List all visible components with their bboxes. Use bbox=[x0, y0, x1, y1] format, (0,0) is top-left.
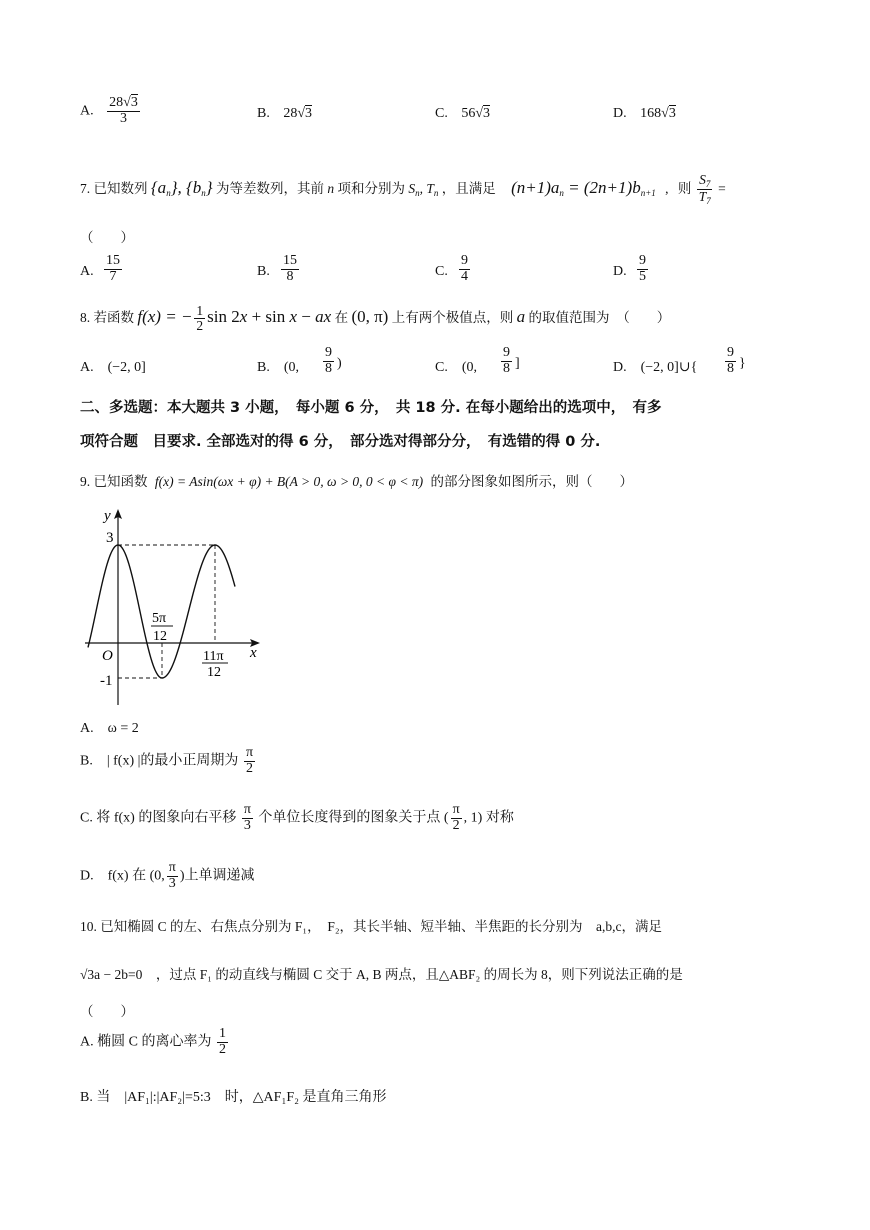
y-axis-label: y bbox=[104, 508, 111, 524]
q9-option-d[interactable]: D. f(x) 在 (0, $\frac{\pi}{3}$ )上单调递减 bbox=[80, 860, 255, 891]
x1-numerator: 5π bbox=[152, 611, 167, 626]
q7-option-d[interactable]: D. bbox=[613, 264, 627, 279]
q9-option-b[interactable]: B. | f(x) |的最小正周期为 $\frac{\pi}{2}$ bbox=[80, 745, 254, 776]
q7-option-a[interactable]: A. bbox=[80, 264, 94, 279]
q7-answer-paren: （ ） bbox=[80, 230, 134, 245]
q9-option-c[interactable]: C. 将 f(x) 的图象向右平移 $\frac{\pi}{3}$ 个单位长度得到的图象关于点 ( $\frac{\pi}{2}$ , 1) 对称 bbox=[80, 802, 514, 833]
x2-denominator: 12 bbox=[207, 665, 221, 680]
q10-option-a[interactable]: A. 椭圆 C 的离心率为 $\frac{1}{2}$ bbox=[80, 1026, 226, 1057]
q6-option-c[interactable]: C. 56√3 bbox=[435, 106, 491, 121]
q9-function-graph bbox=[80, 500, 280, 710]
section-heading-line1: 二、多选题：本大题共 3 小题， 每小题 6 分， 共 18 分. 在每小题给出的选项中， 有多 bbox=[80, 400, 662, 416]
q8-options-row: A. (−2, 0] B. (0, $\frac{9}{8}$ ) C. (0, $\frac{9}{8}$ ] D. (−2, 0]∪{ $\frac{9}{8}$ } bbox=[80, 345, 746, 376]
q7-options-row: A. $\frac{15}{7}$ B. $\frac{15}{8}$ C. $\frac{9}{4}$ D. $\frac{9}{5}$ bbox=[80, 253, 646, 284]
q6-option-d[interactable]: D. 168√3 bbox=[613, 106, 676, 121]
section-heading-line2: 项符合题 目要求. 全部选对的得 6 分， 部分选对得部分分， 有选错的得 0 分. bbox=[80, 434, 601, 450]
q8-option-c[interactable]: C. (0, bbox=[435, 360, 478, 375]
q9-option-a[interactable]: A. ω = 2 bbox=[80, 721, 139, 736]
option-label: A. bbox=[80, 103, 94, 119]
x1-denominator: 12 bbox=[153, 629, 167, 644]
q8-option-b[interactable]: B. (0, bbox=[257, 360, 300, 375]
y-max-label: 3 bbox=[106, 530, 114, 546]
q10-answer-paren: （ ） bbox=[80, 1004, 134, 1019]
q8-option-d[interactable]: D. (−2, 0]∪{ bbox=[613, 360, 698, 375]
q7-option-c[interactable]: C. bbox=[435, 264, 448, 279]
origin-label: O bbox=[102, 648, 113, 664]
fraction: $\frac{28√3}{3}$ bbox=[109, 95, 138, 126]
q8-stem: 8. 若函数 f(x) = − $\frac{1}{2}$ sin 2x + sin x − ax 在 (0, π) 上有两个极值点，则 a 的取值范围为 （ ） bbox=[80, 303, 671, 334]
x-axis-label: x bbox=[250, 645, 257, 661]
q8-option-a[interactable]: A. (−2, 0] bbox=[80, 360, 146, 375]
q7-stem: 7. 已知数列 $\{a_n\}$, $\{b_n\}$ 为等差数列，其前 n 项和分别为 $S_n$, $T_n$ ，且满足 $(n+1)a_n = (2n+1)b_{n+1}$ , 则 $\frac{S_7}{T_7}$ = bbox=[80, 172, 726, 207]
q6-option-b[interactable]: B. 28√3 bbox=[257, 106, 313, 121]
q10-stem-line1: 10. 已知椭圆 C 的左、右焦点分别为 F₁， F₂，其长半轴、短半轴、半焦距的长分别为 a,b,c，满足 bbox=[80, 919, 663, 934]
y-min-label: -1 bbox=[100, 673, 113, 689]
q6-option-a[interactable] bbox=[80, 96, 142, 126]
x2-numerator: 11π bbox=[203, 649, 224, 664]
q10-stem-line2: √3a − 2b=0 ，过点 F₁ 的动直线与椭圆 C 交于 A, B 两点，且△ABF₂ 的周长为 8，则下列说法正确的是 bbox=[80, 967, 683, 982]
q10-option-b[interactable]: B. 当 |AF₁|:|AF₂|=5:3 时，△AF₁F₂ 是直角三角形 bbox=[80, 1090, 387, 1105]
q7-option-b[interactable]: B. bbox=[257, 264, 270, 279]
q9-stem: 9. 已知函数 f(x) = Asin(ωx + φ) + B(A > 0, ω > 0, 0 < φ < π) 的部分图象如图所示，则（ ） bbox=[80, 474, 633, 489]
